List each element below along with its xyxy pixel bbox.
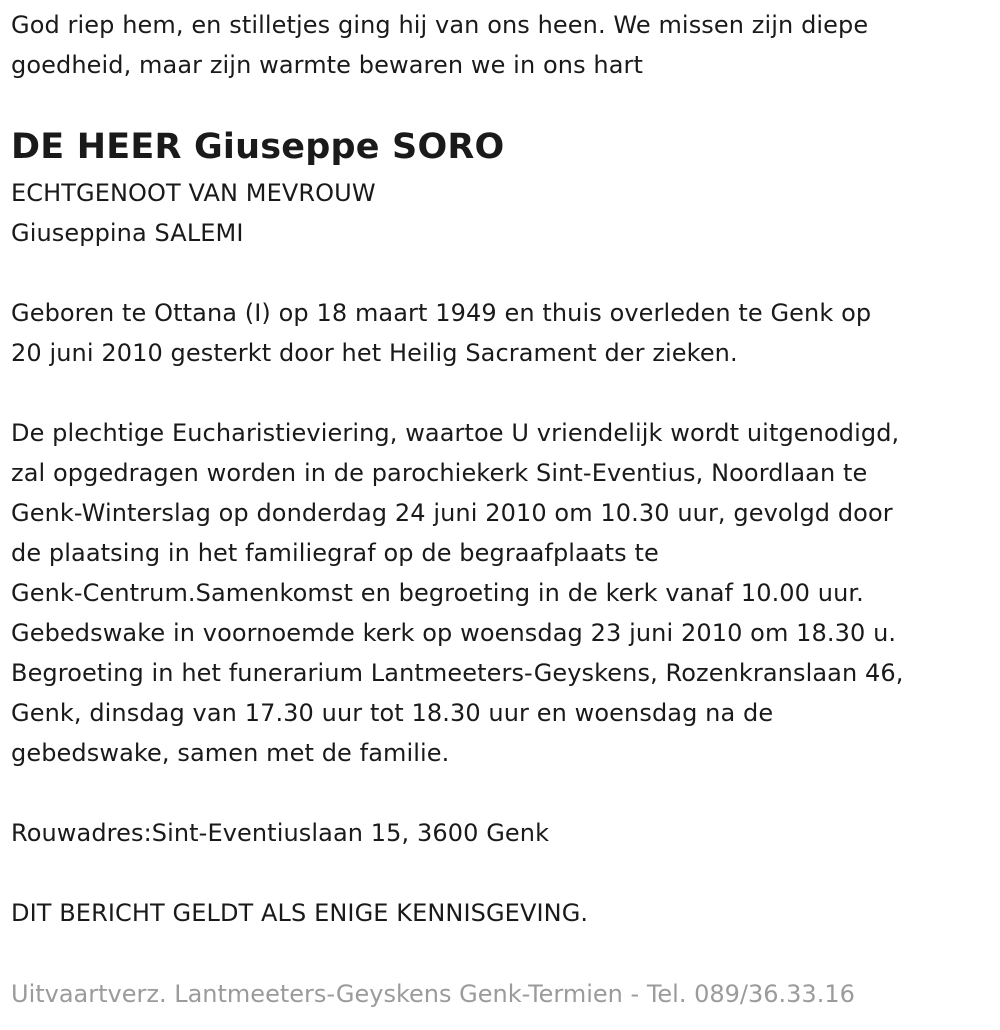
ceremony-line: Genk-Centrum.Samenkomst en begroeting in de kerk vanaf 10.00 uur. bbox=[11, 579, 864, 607]
intro-quote bbox=[11, 5, 868, 85]
birth-death-line: 20 juni 2010 gesterkt door het Heilig Sacrament der zieken. bbox=[11, 339, 738, 367]
ceremony-line: De plechtige Eucharistieviering, waartoe U vriendelijk wordt uitgenodigd, bbox=[11, 419, 900, 447]
intro-line: goedheid, maar zijn warmte bewaren we in ons hart bbox=[11, 51, 644, 79]
spouse-line: Giuseppina SALEMI bbox=[11, 219, 244, 247]
deceased-name: DE HEER Giuseppe SORO bbox=[11, 127, 505, 167]
ceremony-info bbox=[11, 413, 903, 773]
ceremony-line: Gebedswake in voornoemde kerk op woensdag 23 juni 2010 om 18.30 u. bbox=[11, 619, 897, 647]
ceremony-line: Genk, dinsdag van 17.30 uur tot 18.30 uur en woensdag na de bbox=[11, 699, 774, 727]
ceremony-line: gebedswake, samen met de familie. bbox=[11, 739, 450, 767]
spouse-line: ECHTGENOOT VAN MEVROUW bbox=[11, 179, 376, 207]
ceremony-line: de plaatsing in het familiegraf op de begraafplaats te bbox=[11, 539, 659, 567]
funeral-home-footer: Uitvaartverz. Lantmeeters-Geyskens Genk-Termien - Tel. 089/36.33.16 bbox=[11, 980, 855, 1008]
birth-death-info bbox=[11, 293, 871, 373]
intro-line: God riep hem, en stilletjes ging hij van ons heen. We missen zijn diepe bbox=[11, 11, 869, 39]
notice-statement: DIT BERICHT GELDT ALS ENIGE KENNISGEVING. bbox=[11, 899, 589, 927]
ceremony-line: zal opgedragen worden in de parochiekerk Sint-Eventius, Noordlaan te bbox=[11, 459, 868, 487]
mourning-address: Rouwadres:Sint-Eventiuslaan 15, 3600 Genk bbox=[11, 819, 550, 847]
spouse-info bbox=[11, 173, 376, 253]
ceremony-line: Genk-Winterslag op donderdag 24 juni 2010 om 10.30 uur, gevolgd door bbox=[11, 499, 893, 527]
ceremony-line: Begroeting in het funerarium Lantmeeters-Geyskens, Rozenkranslaan 46, bbox=[11, 659, 904, 687]
birth-death-line: Geboren te Ottana (I) op 18 maart 1949 en thuis overleden te Genk op bbox=[11, 299, 872, 327]
